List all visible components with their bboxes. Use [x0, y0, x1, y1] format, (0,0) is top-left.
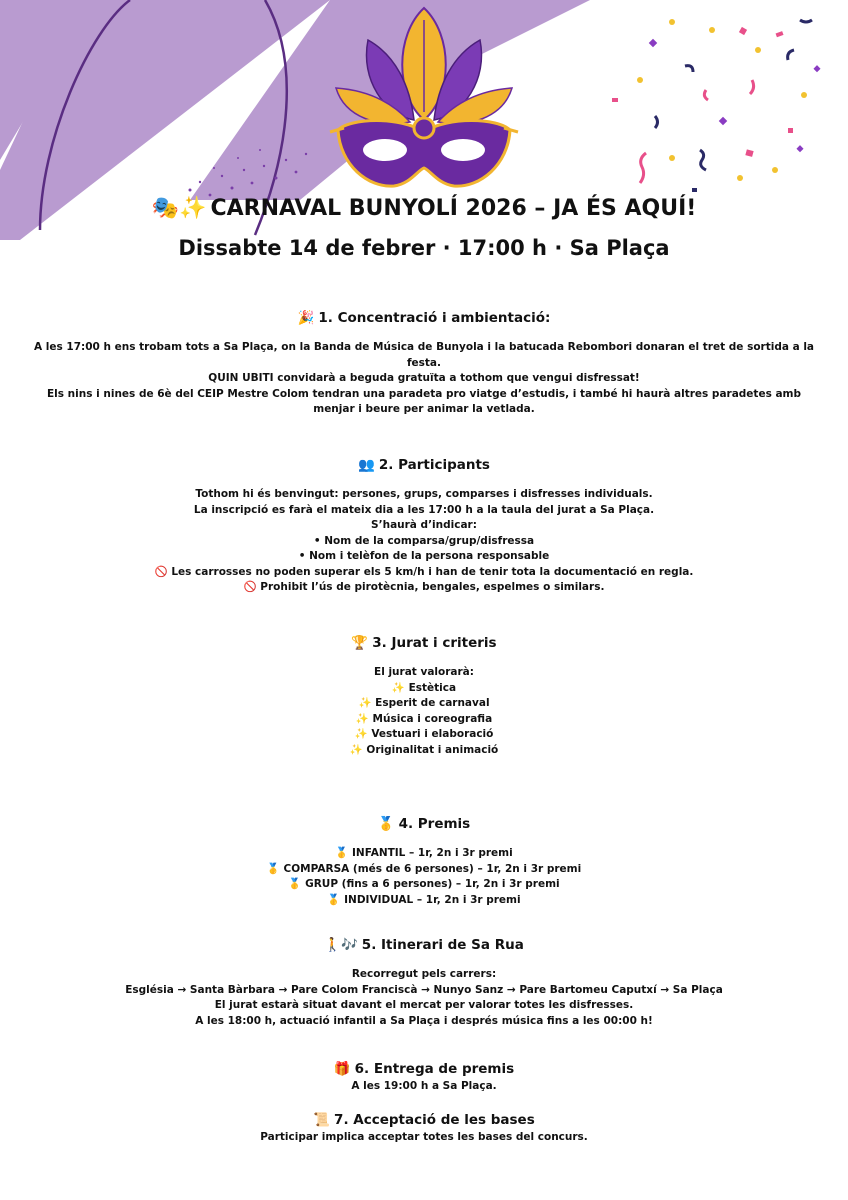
section-line: La inscripció es farà el mateix dia a les 17:00 h a la taula del jurat a Sa Plaça. — [193, 503, 655, 516]
people-icon: 👥 — [358, 457, 375, 473]
section-entrega — [0, 1061, 848, 1095]
section-line: • Nom i telèfon de la persona responsable — [298, 550, 550, 562]
section-line: Recorregut pels carrers: — [351, 968, 497, 980]
theater-masks-sparkles-icon: 🎭✨ — [151, 196, 207, 221]
walking-music-icon: 🚶🎶 — [324, 937, 358, 953]
section-jurat — [0, 635, 848, 758]
section-line: S’haurà d’indicar: — [371, 519, 477, 531]
section-line: 🥇 INFANTIL – 1r, 2n i 3r premi — [335, 847, 513, 859]
section-heading: 🚶🎶 5. Itinerari de Sa Rua — [324, 937, 524, 953]
section-participants — [0, 457, 848, 596]
section-line: Participar implica acceptar totes les bases del concurs. — [260, 1131, 588, 1143]
section-line: Església → Santa Bàrbara → Pare Colom Franciscà → Nunyo Sanz → Pare Bartomeu Caputxí → Sa Plaça — [125, 983, 723, 996]
section-line: QUIN UBITI convidarà a beguda gratuïta a tothom que vengui disfressat! — [208, 372, 640, 384]
section-line: Els nins i nines de 6è del CEIP Mestre Colom tendran una paradeta pro viatge d’estudis, i també hi haurà altres paradetes amb menjar i beure per animar la vetlada. — [46, 387, 802, 415]
section-line: ✨ Originalitat i animació — [349, 743, 499, 756]
party-popper-icon: 🎉 — [297, 310, 315, 326]
section-line: ✨ Música i coreografia — [355, 712, 493, 725]
section-line: Tothom hi és benvingut: persones, grups, comparses i disfresses individuals. — [195, 488, 653, 500]
page-title — [0, 196, 848, 221]
section-line: • Nom de la comparsa/grup/disfressa — [313, 534, 535, 547]
section-line: 🥇 COMPARSA (més de 6 persones) – 1r, 2n i 3r premi — [266, 862, 582, 875]
section-line: 🚫 Prohibit l’ús de pirotècnia, bengales, espelmes o similars. — [243, 581, 605, 593]
section-acceptacio — [0, 1112, 848, 1146]
confetti — [612, 19, 821, 192]
section-line: ✨ Esperit de carnaval — [358, 697, 490, 709]
section-line: ✨ Estètica — [391, 681, 457, 694]
page-title-text: CARNAVAL BUNYOLÍ 2026 – JA ÉS AQUÍ! — [210, 196, 697, 221]
section-itinerari — [0, 937, 848, 1029]
medal-icon: 🥇 — [377, 816, 395, 832]
section-heading: 👥 2. Participants — [358, 457, 490, 473]
section-line: 🥇 INDIVIDUAL – 1r, 2n i 3r premi — [327, 893, 521, 906]
page-subtitle: Dissabte 14 de febrer · 17:00 h · Sa Plaça — [178, 236, 670, 260]
section-heading: 🎁 6. Entrega de premis — [333, 1061, 515, 1077]
section-heading: 🥇 4. Premis — [377, 816, 471, 832]
section-line: El jurat estarà situat davant el mercat per valorar totes les disfresses. — [214, 999, 634, 1011]
gift-icon: 🎁 — [333, 1061, 351, 1077]
section-line: A les 18:00 h, actuació infantil a Sa Plaça i després música fins a les 00:00 h! — [195, 1014, 653, 1027]
scroll-icon: 📜 — [313, 1112, 331, 1128]
section-premis — [0, 816, 848, 908]
section-heading: 📜 7. Acceptació de les bases — [313, 1112, 535, 1128]
section-concentracio — [0, 310, 848, 418]
trophy-icon: 🏆 — [351, 635, 369, 651]
section-line: ✨ Vestuari i elaboració — [354, 728, 494, 740]
section-line: 🚫 Les carrosses no poden superar els 5 km/h i han de tenir tota la documentació en regla. — [154, 565, 694, 578]
section-line: El jurat valorarà: — [374, 666, 474, 678]
section-heading: 🎉 1. Concentració i ambientació: — [297, 310, 551, 326]
section-line: A les 19:00 h a Sa Plaça. — [351, 1080, 497, 1092]
section-line: 🥇 GRUP (fins a 6 persones) – 1r, 2n i 3r premi — [288, 878, 560, 890]
section-line: A les 17:00 h ens trobam tots a Sa Plaça, on la Banda de Música de Bunyola i la batucada Rebombori donaran el tret de sortida a la festa. — [33, 341, 815, 369]
section-heading: 🏆 3. Jurat i criteris — [351, 635, 497, 651]
